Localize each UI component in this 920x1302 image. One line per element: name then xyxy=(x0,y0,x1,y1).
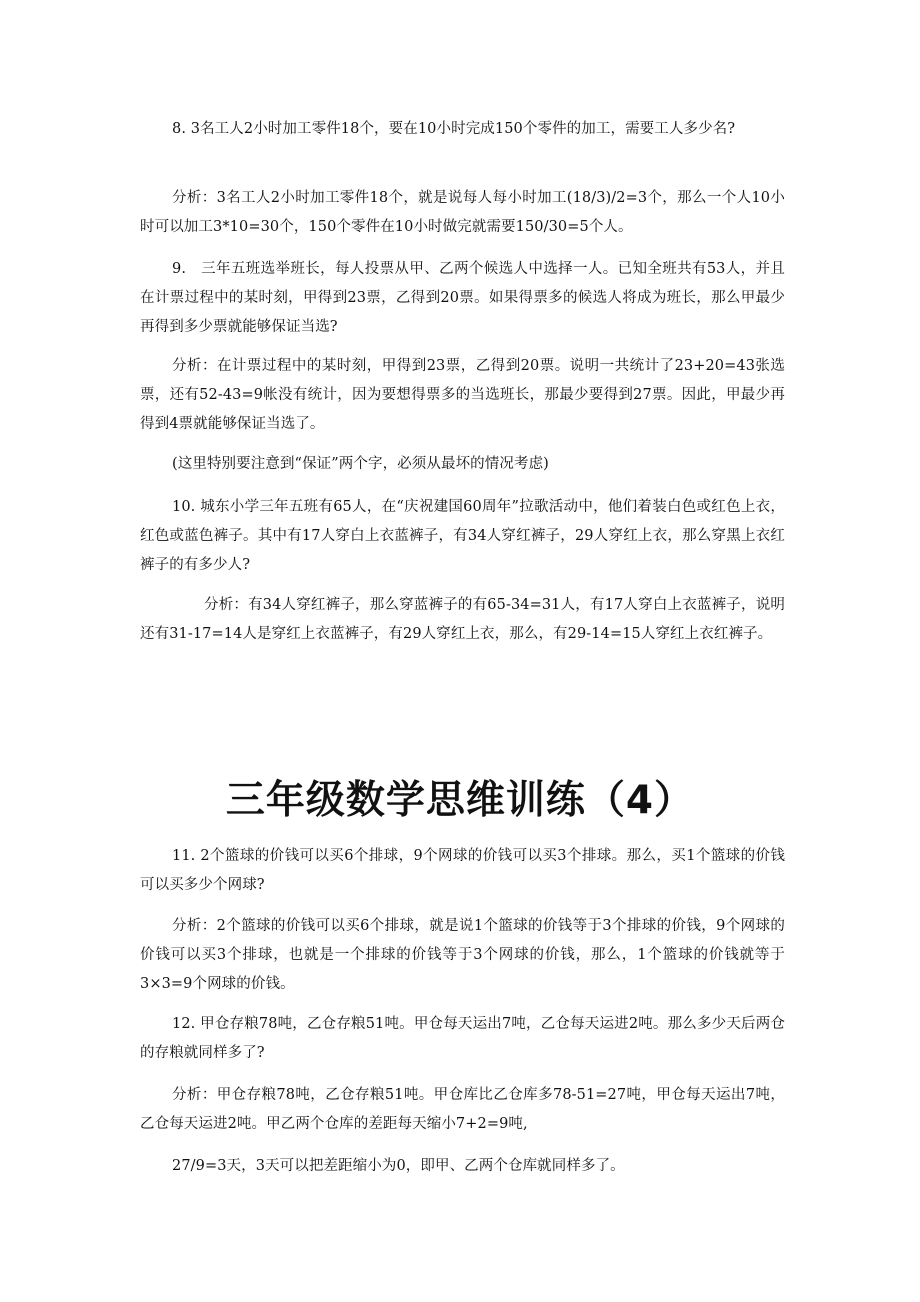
analysis-11: 分析：2个篮球的价钱可以买6个排球，就是说1个篮球的价钱等于3个排球的价钱，9个网球的价钱可以买3个排球，也就是一个排球的价钱等于3个网球的价钱，那么，1个篮球的价钱就等于3×3=9个网球的价钱。 xyxy=(140,918,785,992)
section-title: 三年级数学思维训练（4） xyxy=(225,778,695,823)
analysis-8: 分析：3名工人2小时加工零件18个，就是说每人每小时加工(18/3)/2=3个，那么一个人10小时可以加工3*10=30个，150个零件在10小时做完就需要150/30=5个人。 xyxy=(140,190,785,235)
analysis-12: 分析：甲仓存粮78吨，乙仓存粮51吨。甲仓库比乙仓库多78-51=27吨，甲仓每天运出7吨，乙仓每天运进2吨。甲乙两个仓库的差距每天缩小7+2=9吨, xyxy=(140,1087,785,1132)
question-10: 10. 城东小学三年五班有65人，在“庆祝建国60周年”拉歌活动中，他们着装白色或红色上衣，红色或蓝色裤子。其中有17人穿白上衣蓝裤子，有34人穿红裤子，29人穿红上衣，那么穿黑上衣红裤子的有多少人? xyxy=(140,499,785,573)
analysis-10: 分析：有34人穿红裤子，那么穿蓝裤子的有65-34=31人，有17人穿白上衣蓝裤子，说明还有31-17=14人是穿红上衣蓝裤子，有29人穿红上衣，那么，有29-14=15人穿红上衣红裤子。 xyxy=(140,597,785,642)
conclusion-12: 27/9=3天，3天可以把差距缩小为0，即甲、乙两个仓库就同样多了。 xyxy=(172,1158,625,1174)
question-8: 8. 3名工人2小时加工零件18个，要在10小时完成150个零件的加工，需要工人多少名? xyxy=(172,121,736,137)
question-12: 12. 甲仓存粮78吨，乙仓存粮51吨。甲仓每天运出7吨，乙仓每天运进2吨。那么多少天后两仓的存粮就同样多了? xyxy=(140,1016,785,1061)
note-9: (这里特别要注意到“保证”两个字，必须从最坏的情况考虑) xyxy=(172,456,549,472)
analysis-9: 分析：在计票过程中的某时刻，甲得到23票，乙得到20票。说明一共统计了23+20=43张选票，还有52-43=9帐没有统计，因为要想得票多的当选班长，那最少要得到27票。因此，甲最少再得到4票就能够保证当选了。 xyxy=(140,358,785,432)
question-11: 11. 2个篮球的价钱可以买6个排球，9个网球的价钱可以买3个排球。那么，买1个篮球的价钱可以买多少个网球? xyxy=(140,848,785,893)
question-9: 9. 三年五班选举班长，每人投票从甲、乙两个候选人中选择一人。已知全班共有53人，并且在计票过程中的某时刻，甲得到23票，乙得到20票。如果得票多的候选人将成为班长，那么甲最少再得到多少票就能够保证当选? xyxy=(140,261,785,335)
